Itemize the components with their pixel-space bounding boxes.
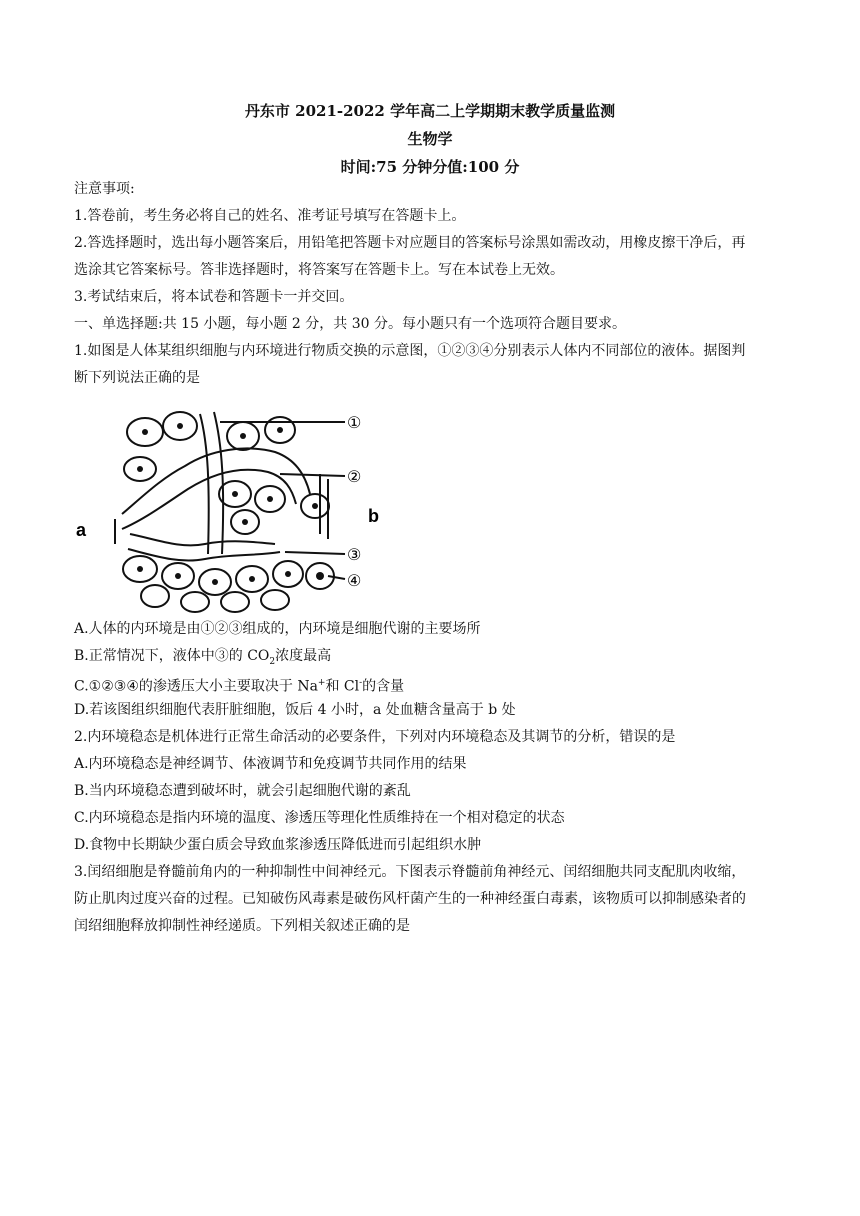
fig-marker-3: ③ xyxy=(347,545,362,564)
q1-option-a: A.人体的内环境是由①②③组成的，内环境是细胞代谢的主要场所 xyxy=(74,621,481,637)
q3-stem-2: 防止肌肉过度兴奋的过程。已知破伤风毒素是破伤风杆菌产生的一种神经蛋白毒素，该物质可以抑制感染者的 xyxy=(74,891,746,907)
fig-marker-1: ① xyxy=(347,413,362,432)
note-1: 1.答卷前，考生务必将自己的姓名、准考证号填写在答题卡上。 xyxy=(74,208,466,224)
q1-stem-b: 断下列说法正确的是 xyxy=(74,370,200,386)
exam-title: 丹东市 2021-2022 学年高二上学期期末教学质量监测 xyxy=(244,102,616,120)
q2-option-b: B.当内环境稳态遭到破坏时，就会引起细胞代谢的紊乱 xyxy=(74,783,411,799)
q1-stem-a: 1.如图是人体某组织细胞与内环境进行物质交换的示意图，①②③④分别表示人体内不同部位的液体。据图判 xyxy=(74,343,746,359)
fig-marker-2: ② xyxy=(347,467,362,486)
notes-heading: 注意事项: xyxy=(74,181,135,197)
q1-option-d: D.若该图组织细胞代表肝脏细胞，饭后 4 小时，a 处血糖含量高于 b 处 xyxy=(74,702,516,718)
q3-stem-1: 3.闰绍细胞是脊髓前角内的一种抑制性中间神经元。下图表示脊髓前角神经元、闰绍细胞共同支配肌肉收缩， xyxy=(74,864,746,880)
fig-label-a: a xyxy=(76,520,87,540)
q3-stem-3: 闰绍细胞释放抑制性神经递质。下列相关叙述正确的是 xyxy=(74,918,410,934)
subject-title: 生物学 xyxy=(407,130,453,148)
q2-stem: 2.内环境稳态是机体进行正常生命活动的必要条件，下列对内环境稳态及其调节的分析，错误的是 xyxy=(74,729,676,745)
note-3: 3.考试结束后，将本试卷和答题卡一并交回。 xyxy=(74,289,354,305)
fig-marker-4: ④ xyxy=(347,571,362,590)
q1-option-b: B.正常情况下，液体中③的 $CO_2$浓度最高 xyxy=(74,648,332,667)
fig-label-b: b xyxy=(368,506,379,526)
section-heading: 一、单选择题:共 15 小题，每小题 2 分，共 30 分。每小题只有一个选项符合题目要求。 xyxy=(74,316,626,332)
note-2a: 2.答选择题时，选出每小题答案后，用铅笔把答题卡对应题目的答案标号涂黑如需改动，用橡皮擦干净后，再 xyxy=(74,235,746,251)
note-2b: 选涂其它答案标号。答非选择题时，将答案写在答题卡上。写在本试卷上无效。 xyxy=(74,262,564,278)
time-score: 时间:75 分钟分值:100 分 xyxy=(340,158,520,176)
q1-option-c: C.①②③④的渗透压大小主要取决于 Na+和 Cl-的含量 xyxy=(74,678,405,695)
q2-option-d: D.食物中长期缺少蛋白质会导致血浆渗透压降低进而引起组织水肿 xyxy=(74,837,482,853)
q2-option-c: C.内环境稳态是指内环境的温度、渗透压等理化性质维持在一个相对稳定的状态 xyxy=(74,810,565,826)
q2-option-a: A.内环境稳态是神经调节、体液调节和免疫调节共同作用的结果 xyxy=(74,756,467,772)
tissue-exchange-figure xyxy=(70,404,390,614)
